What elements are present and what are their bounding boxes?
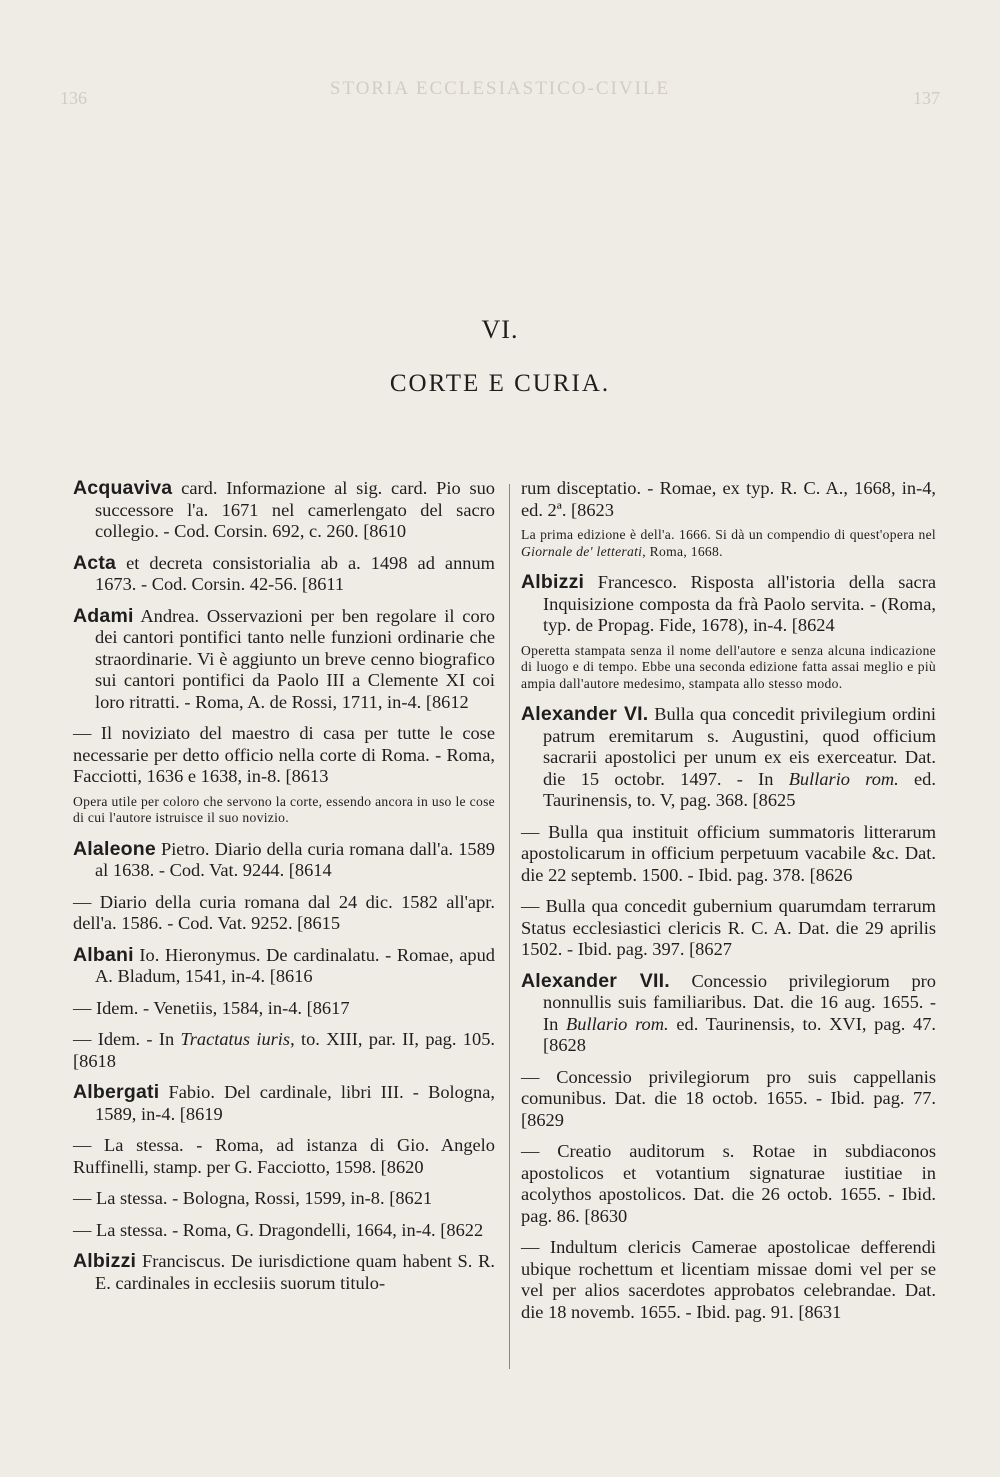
- entry-heading: Acquaviva: [73, 477, 173, 499]
- ghost-page-number-left: 136: [60, 88, 87, 108]
- entry-text: — La stessa. - Roma, ad istanza di Gio. Angelo Ruffinelli, stamp. per G. Facciotto, 1598.: [73, 1135, 495, 1177]
- entry-number: [8620: [380, 1156, 424, 1177]
- entry-text: rum disceptatio. - Romae, ex typ. R. C. A., 1668, in-4, ed. 2ª.: [521, 478, 936, 520]
- bibliography-entry: [73, 1029, 495, 1072]
- bibliography-entry: [73, 1188, 495, 1210]
- bibliography-entry: [73, 945, 495, 988]
- entry-number: [8618: [73, 1050, 116, 1071]
- entry-text: — Diario della curia romana dal 24 dic. 1582 all'apr. dell'a. 1586. - Cod. Vat. 9252.: [73, 891, 495, 933]
- entry-text: card. Informazione al sig. card. Pio suo successore l'a. 1671 nel camerlengato del sacro collegio. - Cod. Corsin. 692, c. 260.: [95, 478, 495, 541]
- entry-text: Concessio privilegiorum pro nonnullis suis familiaribus. Dat. die 16 aug. 1655. - In Bullario rom. ed. Taurinensis, to. XVI, pag. 47.: [543, 970, 937, 1034]
- entry-number: [8627: [689, 939, 732, 959]
- entry-number: [8610: [363, 521, 407, 541]
- entry-heading: Albizzi: [73, 1250, 137, 1272]
- section-number: VI.: [481, 315, 519, 344]
- entry-text: et decreta consistorialia ab a. 1498 ad annum 1673. - Cod. Corsin. 42-56.: [95, 552, 495, 594]
- entry-number: [8613: [285, 766, 329, 786]
- bibliography-entry: [521, 896, 936, 961]
- entry-number: [8612: [425, 691, 469, 712]
- bibliography-entry: [521, 971, 936, 1057]
- entry-number: [8611: [301, 574, 345, 594]
- ghost-running-header: STORIA ECCLESIASTICO-CIVILE: [329, 78, 671, 99]
- entry-text: — Creatio auditorum s. Rotae in subdiaconos apostolicos et votantium signaturae iustitiae in acolythos apostolicos. Dat. die 26 octob. 1655. - Ibid. pag. 86.: [521, 1141, 936, 1226]
- entry-number: [8629: [521, 1109, 564, 1130]
- entry-number: [8625: [752, 790, 796, 810]
- bibliography-entry: [521, 572, 936, 637]
- bibliography-entry: [73, 723, 495, 788]
- entry-heading: Albergati: [73, 1081, 160, 1103]
- entry-heading: Albani: [73, 943, 134, 966]
- bibliography-entry: [73, 1220, 495, 1242]
- column-divider: [509, 484, 510, 1369]
- entry-number: [8616: [269, 966, 313, 986]
- bibliography-entry: [73, 553, 495, 596]
- bibliography-entry: [73, 606, 495, 714]
- entry-heading: Acta: [73, 551, 117, 574]
- entry-text: Bulla qua concedit privilegium ordini patrum eremitarum s. Augustini, quod officium sacrarii apostolici per unum ex eis exerceatur. Dat. die 15 octobr. 1497. - In Bullario rom. ed. Taurinensis, to. V, pag. 368.: [543, 704, 936, 810]
- bibliography-entry: [73, 1082, 495, 1125]
- bibliography-entry: [73, 1251, 495, 1294]
- section-title: CORTE E CURIA.: [389, 370, 611, 397]
- entry-number: [8628: [543, 1035, 586, 1055]
- entry-note: Opera utile per coloro che servono la corte, essendo ancora in uso le cose di cui l'autore istruisce il suo novizio.: [73, 793, 495, 825]
- entry-text: Io. Hieronymus. De cardinalatu. - Romae, apud A. Bladum, 1541, in-4.: [95, 944, 495, 986]
- entry-number: [8630: [584, 1205, 628, 1226]
- entry-text: Franciscus. De iurisdictione quam habent S. R. E. cardinales in ecclesiis suorum titulo-: [95, 1251, 495, 1293]
- entry-number: [8619: [179, 1103, 223, 1124]
- entry-number: [8621: [389, 1188, 433, 1208]
- entry-number: [8624: [791, 615, 835, 635]
- entry-text: — Bulla qua instituit officium summatoris litterarum apostolicarum in officium perpetuum vacabile &c. Dat. die 22 septemb. 1500. - Ibid. pag. 378.: [521, 821, 936, 885]
- ghost-page-number-right: 137: [913, 88, 940, 108]
- entry-text: Pietro. Diario della curia romana dall'a. 1589 al 1638. - Cod. Vat. 9244.: [95, 838, 495, 880]
- entry-number: [8623: [571, 499, 614, 520]
- bibliography-entry: [521, 478, 936, 521]
- bibliography-entry: [521, 822, 936, 887]
- entry-heading: Alexander VI.: [521, 703, 649, 725]
- entry-number: [8615: [297, 913, 341, 933]
- right-column: [521, 478, 936, 1333]
- entry-number: [8617: [306, 997, 350, 1018]
- entry-text: — Bulla qua concedit gubernium quarumdam terrarum Status ecclesiastici clericis R. C. A. Dat. die 29 aprilis 1502. - Ibid. pag. 397.: [521, 896, 936, 959]
- entry-number: [8622: [440, 1219, 484, 1240]
- entry-text: — La stessa. - Bologna, Rossi, 1599, in-8.: [73, 1188, 390, 1208]
- entry-text: — Indultum clericis Camerae apostolicae defferendi ubique rochettum et licentiam missae domi vel per se vel per alios sacerdotes approbatos celebrandae. Dat. die 18 novemb. 1655. - Ibid. pag. 91.: [521, 1237, 936, 1322]
- bibliography-entry: [521, 1141, 936, 1227]
- entry-heading: Alaleone: [73, 837, 156, 860]
- bibliography-entry: [521, 704, 936, 812]
- entry-text: — La stessa. - Roma, G. Dragondelli, 1664, in-4.: [73, 1219, 441, 1240]
- bibliography-entry: [73, 839, 495, 882]
- entry-heading: Adami: [73, 604, 134, 627]
- entry-heading: Albizzi: [521, 571, 585, 593]
- entry-text: — Idem. - Venetiis, 1584, in-4.: [73, 997, 307, 1018]
- entry-text: — Il noviziato del maestro di casa per tutte le cose necessarie per detto officio nella corte di Roma. - Roma, Facciotti, 1636 e 1638, in-8.: [73, 723, 495, 786]
- entry-number: [8631: [798, 1301, 842, 1322]
- entry-number: [8614: [288, 860, 332, 880]
- entry-number: [8626: [809, 864, 853, 885]
- left-column: [73, 478, 495, 1304]
- entry-text: — Idem. - In Tractatus iuris, to. XIII, par. II, pag. 105.: [73, 1029, 495, 1049]
- entry-text: Andrea. Osservazioni per ben regolare il coro dei cantori pontifici tanto nelle funzioni ordinarie che straordinarie. Vi è aggiunto un breve cenno biografico sui cantori pontifici da Paolo III a Clemente XI coi loro ritratti. - Roma, A. de Rossi, 1711, in-4.: [95, 605, 495, 712]
- bibliography-entry: [73, 998, 495, 1020]
- bibliography-entry: [73, 1135, 495, 1178]
- entry-note: La prima edizione è dell'a. 1666. Si dà un compendio di quest'opera nel Giornale de' letterati, Roma, 1668.: [521, 527, 936, 559]
- entry-text: Fabio. Del cardinale, libri III. - Bologna, 1589, in-4.: [95, 1082, 495, 1124]
- bibliography-entry: [521, 1237, 936, 1323]
- bibliography-entry: [73, 478, 495, 543]
- entry-note: Operetta stampata senza il nome dell'autore e senza alcuna indicazione di luogo e di tempo. Ebbe una seconda edizione fatta assai meglio e più ampia dall'autore medesimo, stampata allo stesso modo.: [521, 642, 936, 691]
- entry-text: — Concessio privilegiorum pro suis cappellanis comunibus. Dat. die 18 octob. 1655. - Ibid. pag. 77.: [521, 1066, 936, 1108]
- bibliography-entry: [73, 892, 495, 935]
- entry-heading: Alexander VII.: [521, 969, 670, 992]
- bibliography-entry: [521, 1067, 936, 1132]
- entry-text: Francesco. Risposta all'istoria della sacra Inquisizione composta da frà Paolo servita. - (Roma, typ. de Propag. Fide, 1678), in-4.: [543, 572, 936, 635]
